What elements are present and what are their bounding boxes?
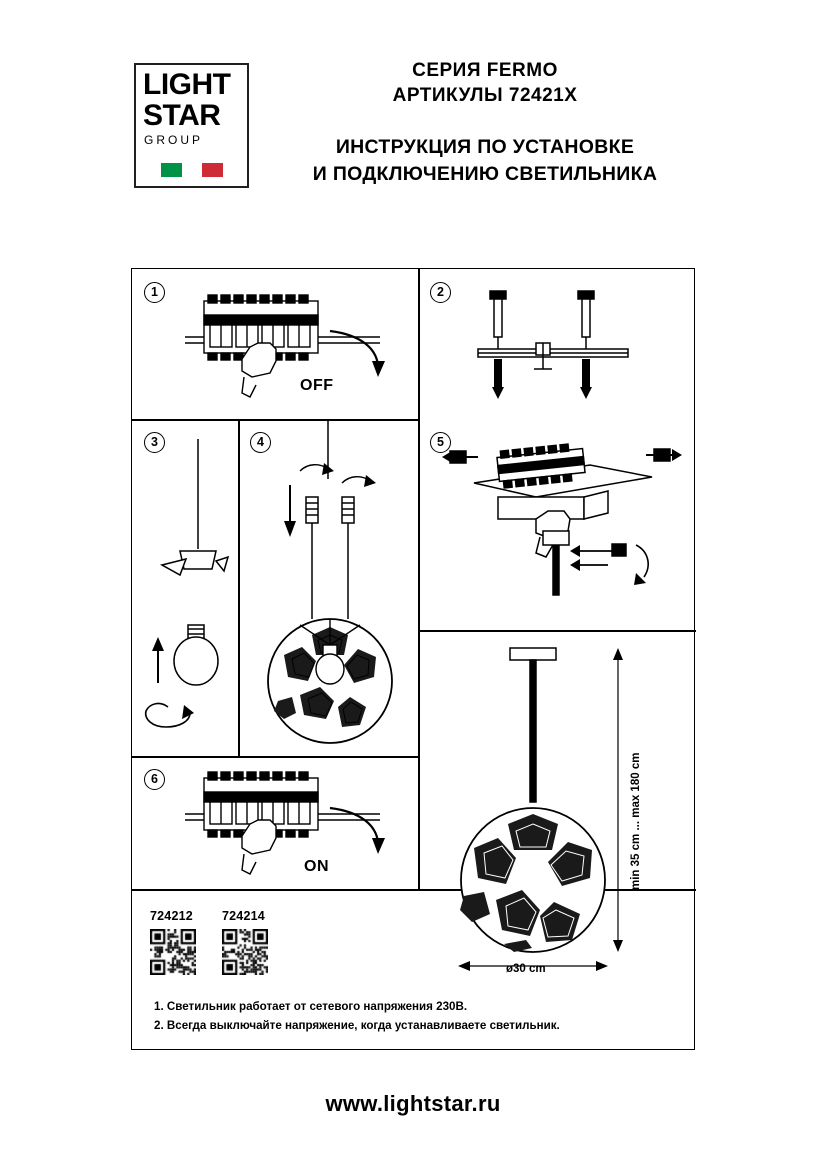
website-footer: www.lightstar.ru <box>325 1091 501 1116</box>
step-1-cell <box>132 269 418 419</box>
step-5-number: 5 <box>430 432 451 453</box>
articles-label: АРТИКУЛЫ 72421X <box>392 85 578 106</box>
italian-flag-icon <box>161 163 223 177</box>
step-5-cell <box>418 419 696 630</box>
height-dimension-label: min 35 cm ... max 180 cm <box>630 752 642 890</box>
step-5-illustration <box>440 427 690 627</box>
step-6-illustration <box>180 760 410 884</box>
instruction-title-line-2: И ПОДКЛЮЧЕНИЮ СВЕТИЛЬНИКА <box>312 163 658 185</box>
step-1-number: 1 <box>144 282 165 303</box>
product-codes-cell <box>132 889 696 1049</box>
step-1-off-label: OFF <box>300 377 334 394</box>
step-2-illustration <box>458 283 668 403</box>
qr-code-2 <box>222 929 268 975</box>
brand-name-line-2: STAR <box>143 99 221 132</box>
step-6-cell <box>132 756 418 889</box>
note-line-2: 2. Всегда выключайте напряжение, когда устанавливаете светильник. <box>154 1019 560 1032</box>
step-6-number: 6 <box>144 769 165 790</box>
qr-code-1 <box>150 929 196 975</box>
step-4-cell <box>238 419 418 756</box>
product-code-2-label: 724214 <box>222 909 265 923</box>
brand-name-line-1: LIGHT <box>143 68 231 101</box>
product-code-1-label: 724212 <box>150 909 193 923</box>
brand-logo <box>134 63 249 188</box>
step-6-on-label: ON <box>304 858 329 875</box>
note-line-1: 1. Светильник работает от сетевого напряжения 230В. <box>154 1000 468 1013</box>
step-3-cell <box>132 419 238 756</box>
series-label: СЕРИЯ FERMO <box>412 60 558 81</box>
step-3-number: 3 <box>144 432 165 453</box>
brand-group-label: GROUP <box>144 133 204 147</box>
step-3-illustration <box>132 439 236 739</box>
header-text-block <box>270 58 700 188</box>
step-2-number: 2 <box>430 282 451 303</box>
notes-block <box>154 997 654 1035</box>
step-4-number: 4 <box>250 432 271 453</box>
instruction-diagram-frame <box>131 268 695 1050</box>
step-1-illustration <box>180 281 410 411</box>
step-2-cell <box>418 269 696 419</box>
instruction-title-line-1: ИНСТРУКЦИЯ ПО УСТАНОВКЕ <box>335 136 635 158</box>
diameter-dimension-label: ø30 cm <box>506 963 546 975</box>
document-header <box>0 0 826 225</box>
step-4-illustration <box>238 419 416 749</box>
